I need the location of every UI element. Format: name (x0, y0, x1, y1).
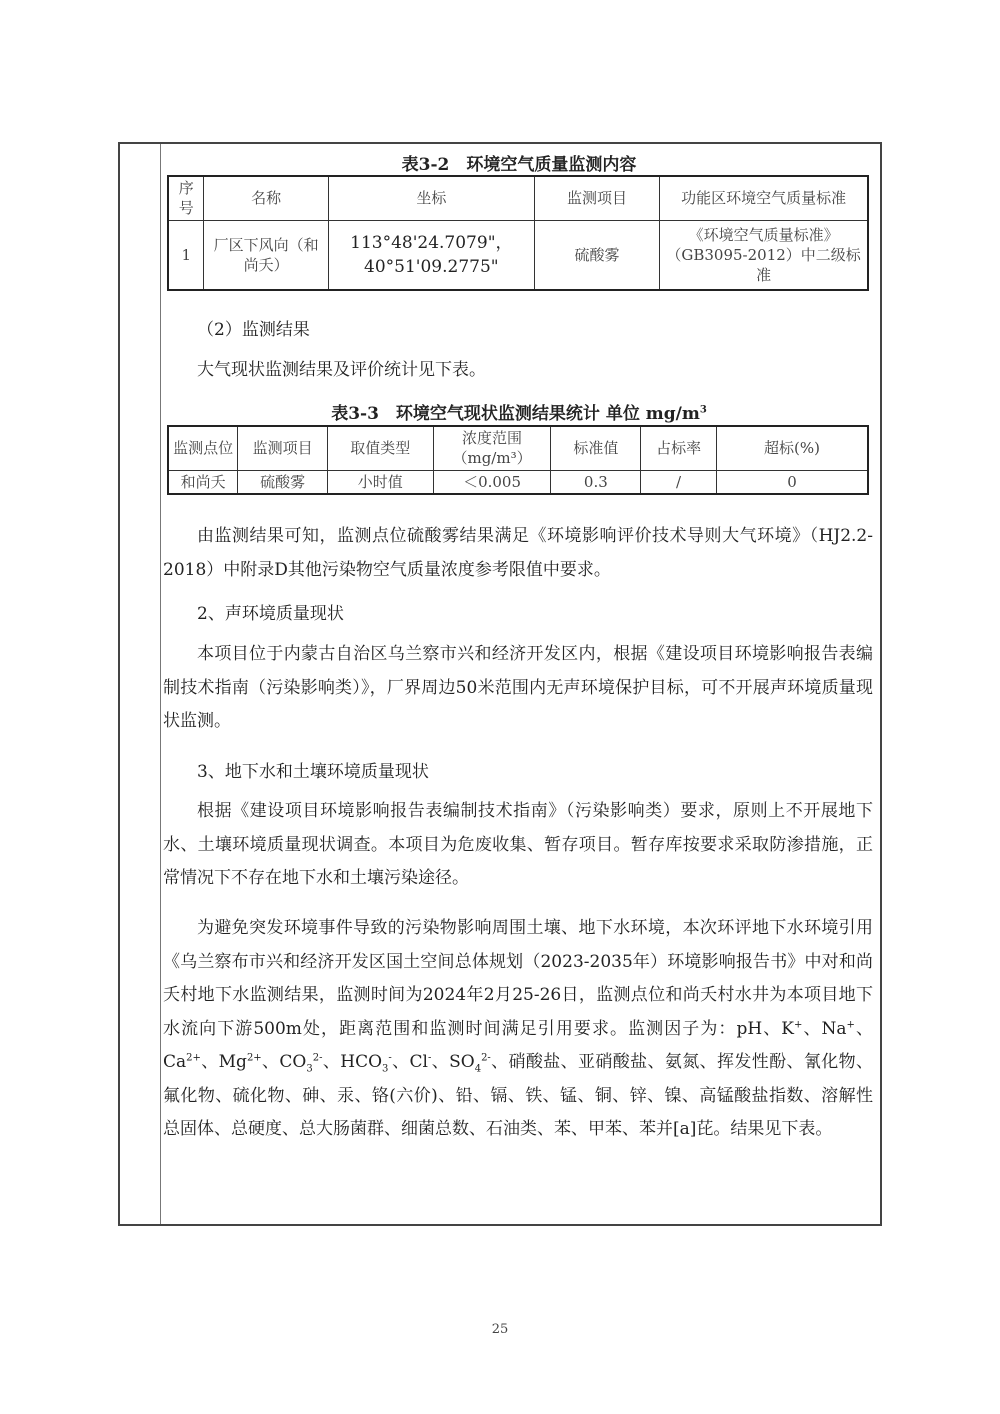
header-cell: 占标率 (641, 426, 717, 470)
header-cell: 监测项目 (238, 426, 328, 470)
table-cell: 113°48'24.7079"，40°51'09.2775" (328, 220, 534, 290)
page-number: 25 (491, 1322, 509, 1337)
superscript: + (846, 1018, 855, 1030)
section-monitoring-result: （2）监测结果 (197, 320, 310, 340)
table-cell: 厂区下风向（和尚夭） (204, 220, 329, 290)
table1-caption: 表3-2 环境空气质量监测内容 (401, 155, 637, 175)
table-cell: 0 (716, 470, 868, 494)
superscript: 2+ (246, 1052, 262, 1064)
header-cell: 序号 (168, 176, 204, 220)
table-cell: / (641, 470, 717, 494)
table2-caption (163, 399, 875, 424)
header-cell: 坐标 (328, 176, 534, 220)
table-row (168, 220, 868, 290)
table-cell: 硫酸雾 (534, 220, 659, 290)
text-run: 、Cl (391, 1052, 428, 1072)
monitoring-factors-paragraph (163, 912, 873, 1147)
text-run: 、HCO (322, 1052, 383, 1072)
header-cell: 标准值 (551, 426, 641, 470)
monitoring-content-table (167, 175, 869, 291)
superscript: 2+ (186, 1052, 201, 1064)
text-run: 、Ca (163, 1018, 874, 1072)
header-cell: 功能区环境空气质量标准 (660, 176, 868, 220)
text-run: 、CO (261, 1052, 307, 1072)
header-cell: 超标(%) (716, 426, 868, 470)
text-run: 为避免突发环境事件导致的污染物影响周围土壤、地下水环境，本次环评地下水环境引用《乌兰察布市兴和经济开发区国土空间总体规划（2023-2035年）环境影响报告书》中对和尚夭村地下水监测结果，监测时间为2024年2月25-26日，监测点位和尚夭村水井为本项目地下水流向下游500m处，距离范围和监测时间满足引用要求。监测因子为：pH、K (163, 918, 873, 1039)
noise-paragraph: 本项目位于内蒙古自治区乌兰察市兴和经济开发区内，根据《建设项目环境影响报告表编制技术指南（污染影响类）》，厂界周边50米范围内无声环境保护目标，可不开展声环境质量现状监测。 (163, 644, 873, 731)
superscript: 2- (481, 1052, 491, 1064)
heading-groundwater: 3、地下水和土壤环境质量现状 (197, 762, 429, 782)
text-run: 、硝酸盐、亚硝酸盐、氨氮、挥发性酚、氰化物、氟化物、硫化物、砷、汞、铬(六价)、铅、镉、铁、锰、铜、锌、镍、高锰酸盐指数、溶解性总固体、总硬度、总大肠菌群、细菌总数、石油类、苯、甲苯、苯并[a]芘。结果见下表。 (163, 1052, 873, 1139)
table-cell: 小时值 (327, 470, 433, 494)
table-cell: 和尚夭 (168, 470, 238, 494)
text-run: 、Mg (200, 1052, 247, 1072)
superscript: - (427, 1052, 432, 1064)
header-cell: 取值类型 (327, 426, 433, 470)
table-cell: 《环境空气质量标准》（GB3095-2012）中二级标准 (660, 220, 868, 290)
frame-divider (160, 144, 161, 1224)
superscript: 2- (312, 1052, 323, 1064)
monitoring-result-table (167, 425, 869, 495)
table2-caption-text: 表3-3 环境空气现状监测结果统计 单位 mg/m (331, 404, 700, 424)
groundwater-paragraph: 根据《建设项目环境影响报告表编制技术指南》（污染影响类）要求，原则上不开展地下水、土壤环境质量现状调查。本项目为危废收集、暂存项目。暂存库按要求采取防渗措施，正常情况下不存在地下水和土壤污染途径。 (163, 801, 873, 888)
subscript: 3 (306, 1063, 313, 1075)
header-cell: 监测点位 (168, 426, 238, 470)
header-cell: 名称 (204, 176, 329, 220)
conclusion-paragraph: 由监测结果可知，监测点位硫酸雾结果满足《环境影响评价技术导则大气环境》（HJ2.2-2018）中附录D其他污染物空气质量浓度参考限值中要求。 (163, 526, 873, 580)
table-row (168, 470, 868, 494)
table-cell: 1 (168, 220, 204, 290)
intro-text: 大气现状监测结果及评价统计见下表。 (197, 360, 486, 380)
text-run: 、Na (802, 1018, 847, 1039)
superscript: - (388, 1052, 392, 1064)
superscript: + (794, 1018, 803, 1030)
header-cell: 监测项目 (534, 176, 659, 220)
table2-caption-sup: 3 (699, 404, 707, 416)
header-cell: 浓度范围（mg/m³） (433, 426, 551, 470)
table-cell: 0.3 (551, 470, 641, 494)
table-cell: ＜0.005 (433, 470, 551, 494)
subscript: 4 (474, 1063, 482, 1075)
text-run: 、SO (431, 1052, 475, 1072)
table-cell: 硫酸雾 (238, 470, 328, 494)
heading-noise: 2、声环境质量现状 (197, 604, 344, 624)
subscript: 3 (382, 1063, 389, 1075)
